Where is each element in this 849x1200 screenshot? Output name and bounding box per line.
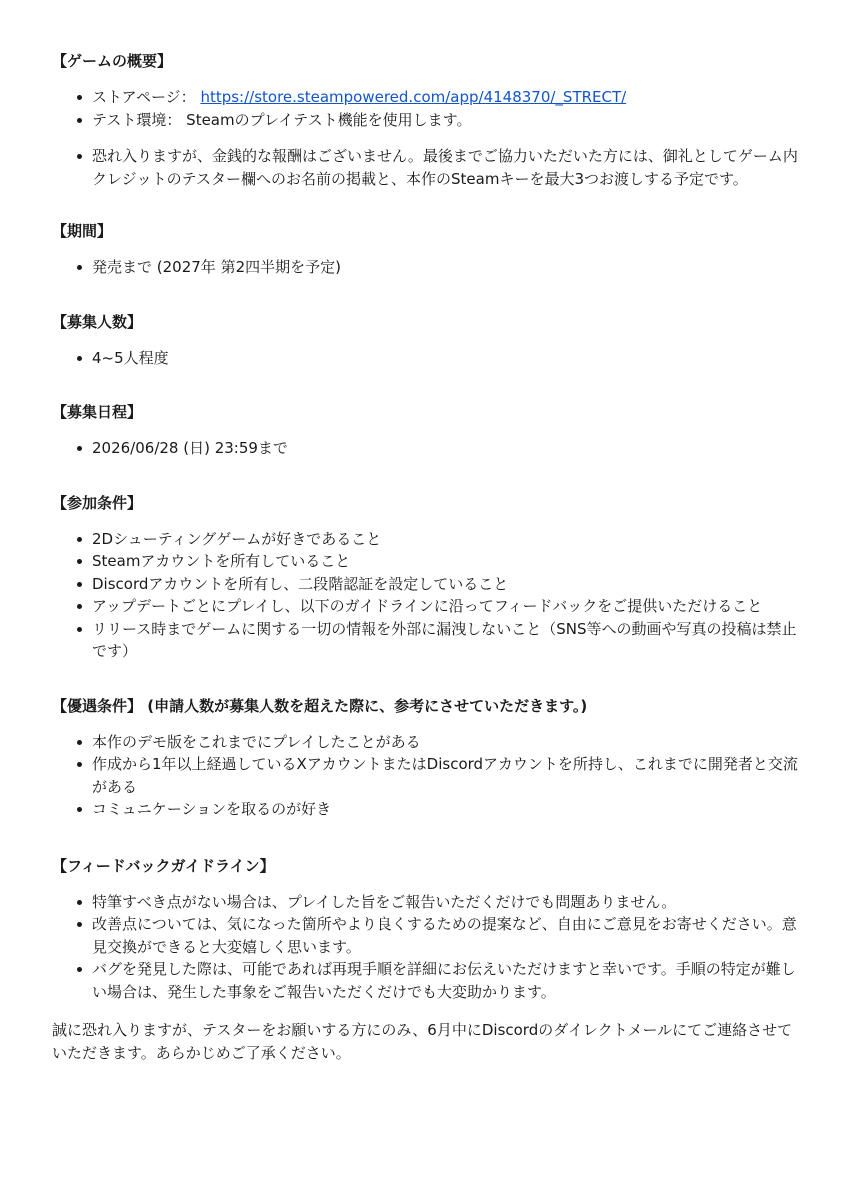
recruit-date-item: 2026/06/28 (日) 23:59まで xyxy=(92,437,804,460)
recruit-count-item: 4~5人程度 xyxy=(92,347,804,370)
feedback-list xyxy=(52,891,804,1004)
overview-heading: 【ゲームの概要】 xyxy=(52,52,173,70)
recruit-date-heading: 【募集日程】 xyxy=(52,403,143,421)
preferred-item: 本作のデモ版をこれまでにプレイしたことがある xyxy=(92,731,804,754)
recruit-count-list xyxy=(52,347,804,370)
preferred-heading xyxy=(52,693,804,719)
requirement-item: Steamアカウントを所有していること xyxy=(92,550,804,573)
preferred-list xyxy=(52,731,804,821)
preferred-item: コミュニケーションを取るのが好き xyxy=(92,798,804,821)
feedback-item: 改善点については、気になった箇所やより良くするための提案など、自由にご意見をお寄せください。意見交換ができると大変嬉しく思います。 xyxy=(92,913,804,958)
requirements-heading: 【参加条件】 xyxy=(52,493,143,512)
preferred-item: 作成から1年以上経過しているXアカウントまたはDiscordアカウントを所持し、これまでに開発者と交流がある xyxy=(92,753,804,798)
store-page-link[interactable]: https://store.steampowered.com/app/4148370/_STRECT/ xyxy=(200,88,627,106)
period-heading: 【期間】 xyxy=(52,222,113,240)
period-list xyxy=(52,256,804,279)
feedback-item: 特筆すべき点がない場合は、プレイした旨をご報告いただくだけでも問題ありません。 xyxy=(92,891,804,914)
document-body xyxy=(52,48,804,1064)
requirements-list xyxy=(52,528,804,663)
recruit-date-list xyxy=(52,437,804,460)
test-env-item: テスト環境： Steamのプレイテスト機能を使用します。 xyxy=(92,109,804,132)
requirement-item: アップデートごとにプレイし、以下のガイドラインに沿ってフィードバックをご提供いただけること xyxy=(92,595,804,618)
requirement-item: 2Dシューティングゲームが好きであること xyxy=(92,528,804,551)
reward-list xyxy=(52,145,804,190)
store-page-item xyxy=(92,86,804,109)
feedback-item: バグを発見した際は、可能であれば再現手順を詳細にお伝えいただけますと幸いです。手順の特定が難しい場合は、発生した事象をご報告いただくだけでも大変助かります。 xyxy=(92,958,804,1003)
requirement-item: Discordアカウントを所有し、二段階認証を設定していること xyxy=(92,573,804,596)
feedback-heading: 【フィードバックガイドライン】 xyxy=(52,856,275,875)
reward-item: 恐れ入りますが、金銭的な報酬はございません。最後までご協力いただいた方には、御礼としてゲーム内クレジットのテスター欄へのお名前の掲載と、本作のSteamキーを最大3つお渡しする予定です。 xyxy=(92,145,804,190)
preferred-heading-title: 【優遇条件】 xyxy=(52,696,143,715)
period-item: 発売まで (2027年 第2四半期を予定) xyxy=(92,256,804,279)
closing-paragraph: 誠に恐れ入りますが、テスターをお願いする方にのみ、6月中にDiscordのダイレクトメールにてご連絡させていただきます。あらかじめご了承ください。 xyxy=(52,1021,793,1062)
overview-list xyxy=(52,86,804,131)
requirement-item: リリース時までゲームに関する一切の情報を外部に漏洩しないこと（SNS等への動画や写真の投稿は禁止です） xyxy=(92,618,804,663)
store-page-label: ストアページ： xyxy=(92,88,196,106)
recruit-count-heading: 【募集人数】 xyxy=(52,312,143,331)
preferred-heading-note: (申請人数が募集人数を超えた際に、参考にさせていただきます。) xyxy=(147,696,588,715)
